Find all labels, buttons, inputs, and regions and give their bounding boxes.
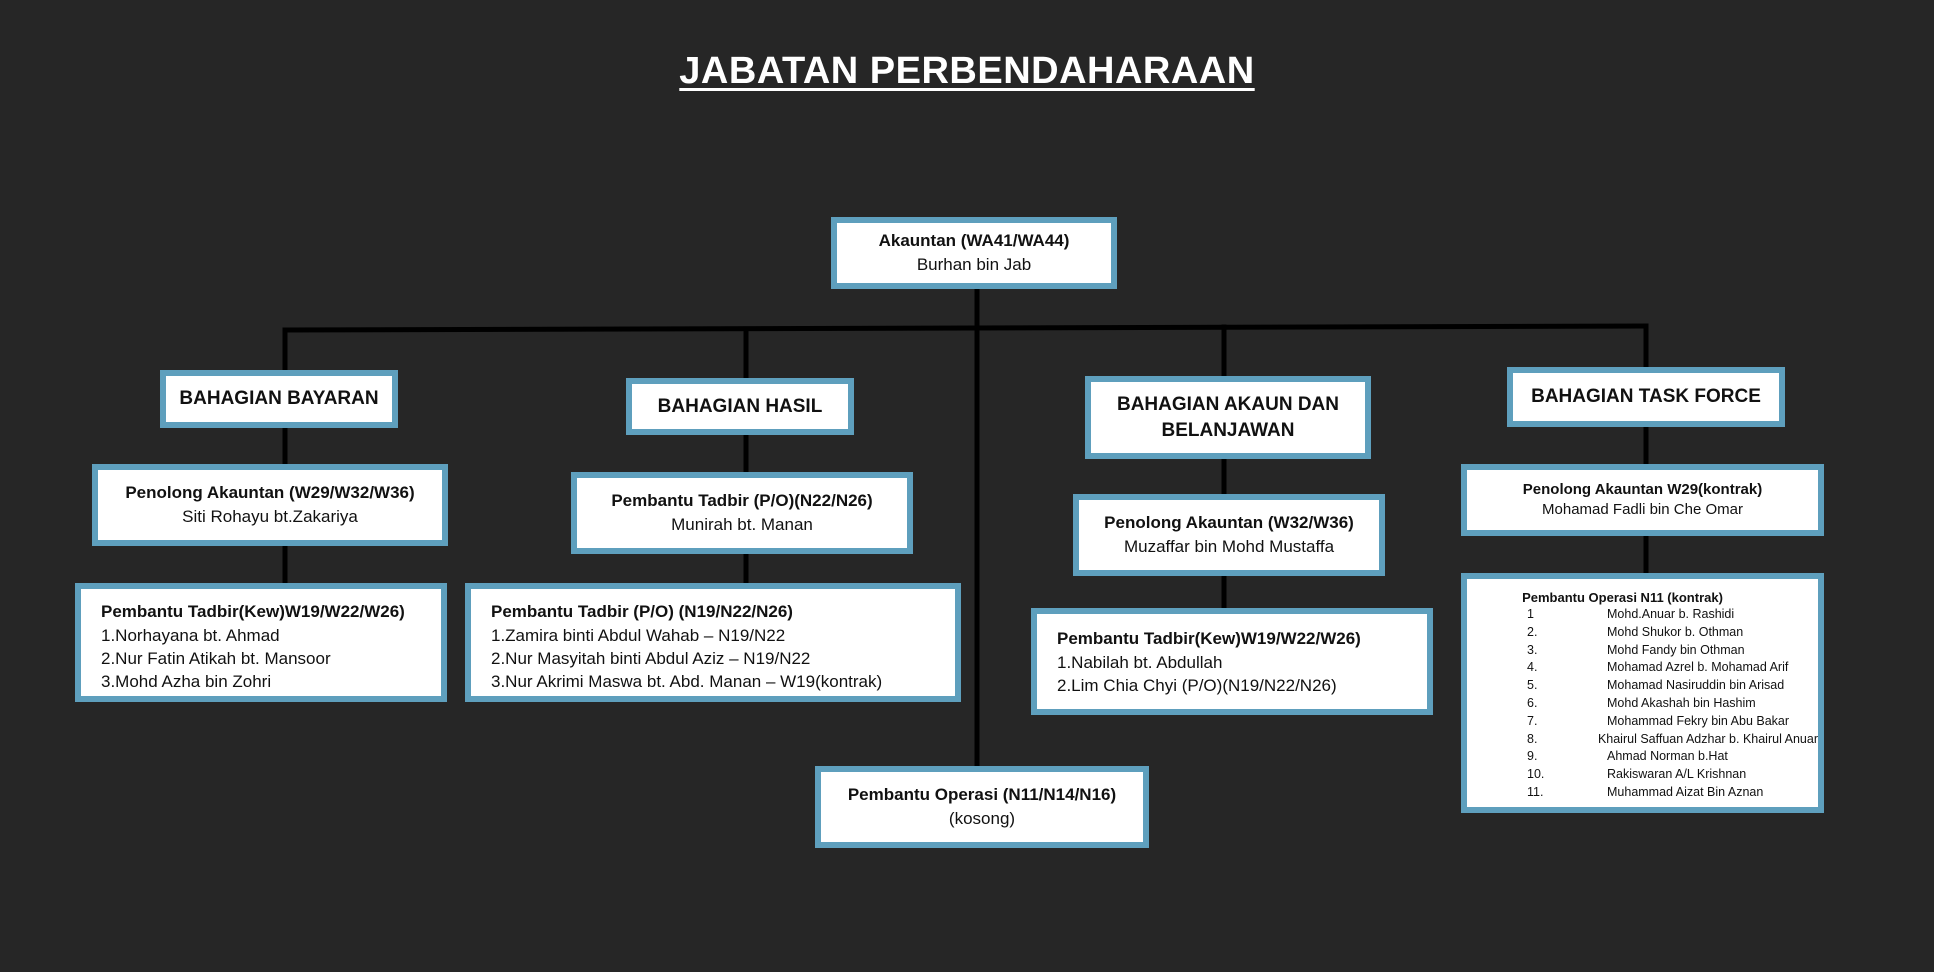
list-item: 2.Nur Fatin Atikah bt. Mansoor	[101, 649, 331, 668]
connector-horizontal-bus	[285, 326, 1646, 330]
list-item	[1467, 659, 1818, 677]
list-item-name: Mohamad Azrel b. Mohamad Arif	[1607, 660, 1789, 675]
taskforce-level2-role: Pembantu Operasi N11 (kontrak)	[1522, 590, 1723, 605]
taskforce-header	[1507, 367, 1785, 427]
bayaran-header	[160, 370, 398, 428]
hasil-level1-role: Pembantu Tadbir (P/O)(N22/N26)	[611, 491, 873, 510]
bayaran-level1-role: Penolong Akauntan (W29/W32/W36)	[125, 483, 415, 502]
taskforce-level1	[1461, 464, 1824, 536]
hasil-level1	[571, 472, 913, 554]
akaun-level1	[1073, 494, 1385, 576]
page-title: JABATAN PERBENDAHARAAN	[679, 50, 1255, 92]
list-item-name: Mohamad Nasiruddin bin Arisad	[1607, 678, 1785, 693]
akaun-level1-role: Penolong Akauntan (W32/W36)	[1104, 513, 1354, 532]
list-item-name: Mohammad Fekry bin Abu Bakar	[1607, 713, 1790, 728]
list-item-number: 11.	[1527, 784, 1544, 799]
list-item-name: Mohd Akashah bin Hashim	[1607, 695, 1756, 710]
list-item-name: Rakiswaran A/L Krishnan	[1607, 767, 1747, 782]
list-item-name: Ahmad Norman b.Hat	[1607, 749, 1728, 764]
akaun-level2-role: Pembantu Tadbir(Kew)W19/W22/W26)	[1057, 629, 1361, 648]
list-item	[1467, 784, 1818, 802]
taskforce-header-text: BAHAGIAN TASK FORCE	[1531, 386, 1761, 407]
akaun-level2	[1031, 608, 1433, 715]
hasil-level2	[465, 583, 961, 702]
list-item: 1.Nabilah bt. Abdullah	[1057, 653, 1223, 672]
list-item	[1467, 677, 1818, 695]
list-item: 2.Nur Masyitah binti Abdul Aziz – N19/N22	[491, 649, 811, 668]
hasil-level2-role: Pembantu Tadbir (P/O) (N19/N22/N26)	[491, 602, 793, 621]
akaun-header	[1085, 376, 1371, 459]
list-item: 3.Nur Akrimi Maswa bt. Abd. Manan – W19(kontrak)	[491, 672, 883, 691]
list-item-name: Mohd.Anuar b. Rashidi	[1607, 607, 1735, 621]
list-item	[1467, 695, 1818, 713]
list-item: 2.Lim Chia Chyi (P/O)(N19/N22/N26)	[1057, 676, 1337, 695]
list-item-number: 8.	[1527, 731, 1538, 746]
list-item-name: Muhammad Aizat Bin Aznan	[1607, 784, 1764, 799]
operasi-name: (kosong)	[948, 809, 1016, 828]
akaun-header-line2: BELANJAWAN	[1161, 419, 1295, 441]
list-item: 1.Zamira binti Abdul Wahab – N19/N22	[491, 626, 786, 645]
taskforce-member-list	[1467, 606, 1818, 802]
list-item	[1467, 606, 1818, 624]
akaun-level1-name: Muzaffar bin Mohd Mustaffa	[1123, 537, 1335, 556]
list-item	[1467, 713, 1818, 731]
list-item	[1467, 731, 1818, 749]
list-item-number: 10.	[1527, 767, 1545, 782]
list-item-number: 2.	[1527, 624, 1538, 639]
list-item-number: 5.	[1527, 678, 1538, 693]
list-item-number: 7.	[1527, 713, 1538, 728]
operasi-role: Pembantu Operasi (N11/N14/N16)	[847, 785, 1117, 804]
list-item	[1467, 748, 1818, 766]
hasil-level1-name: Munirah bt. Manan	[671, 515, 813, 534]
list-item-number: 3.	[1527, 642, 1538, 657]
bayaran-level1	[92, 464, 448, 546]
list-item-number: 9.	[1527, 749, 1538, 764]
list-item-name: Mohd Shukor b. Othman	[1607, 624, 1744, 639]
list-item-name: Mohd Fandy bin Othman	[1607, 642, 1745, 657]
taskforce-level2	[1461, 573, 1824, 813]
list-item-number: 6.	[1527, 695, 1538, 710]
bayaran-level2-role: Pembantu Tadbir(Kew)W19/W22/W26)	[101, 602, 405, 621]
list-item: 1.Norhayana bt. Ahmad	[101, 626, 280, 645]
bayaran-level2	[75, 583, 447, 702]
list-item	[1467, 642, 1818, 660]
bayaran-level1-name: Siti Rohayu bt.Zakariya	[182, 507, 358, 526]
root-node	[831, 217, 1117, 289]
bayaran-header-text: BAHAGIAN BAYARAN	[179, 388, 379, 409]
list-item	[1467, 624, 1818, 642]
root-name: Burhan bin Jab	[916, 255, 1032, 274]
list-item-name: Khairul Saffuan Adzhar b. Khairul Anuar	[1597, 731, 1818, 746]
hasil-header	[626, 378, 854, 435]
list-item: 3.Mohd Azha bin Zohri	[101, 672, 272, 691]
hasil-header-text: BAHAGIAN HASIL	[657, 395, 823, 417]
akaun-header-line1: BAHAGIAN AKAUN DAN	[1116, 393, 1339, 415]
list-item-number: 4.	[1527, 660, 1538, 675]
list-item	[1467, 766, 1818, 784]
root-role: Akauntan (WA41/WA44)	[878, 231, 1070, 250]
taskforce-level1-role: Penolong Akauntan W29(kontrak)	[1522, 481, 1763, 498]
taskforce-level1-name: Mohamad Fadli bin Che Omar	[1542, 501, 1743, 518]
operasi-node	[815, 766, 1149, 848]
list-item-number: 1	[1527, 607, 1534, 621]
